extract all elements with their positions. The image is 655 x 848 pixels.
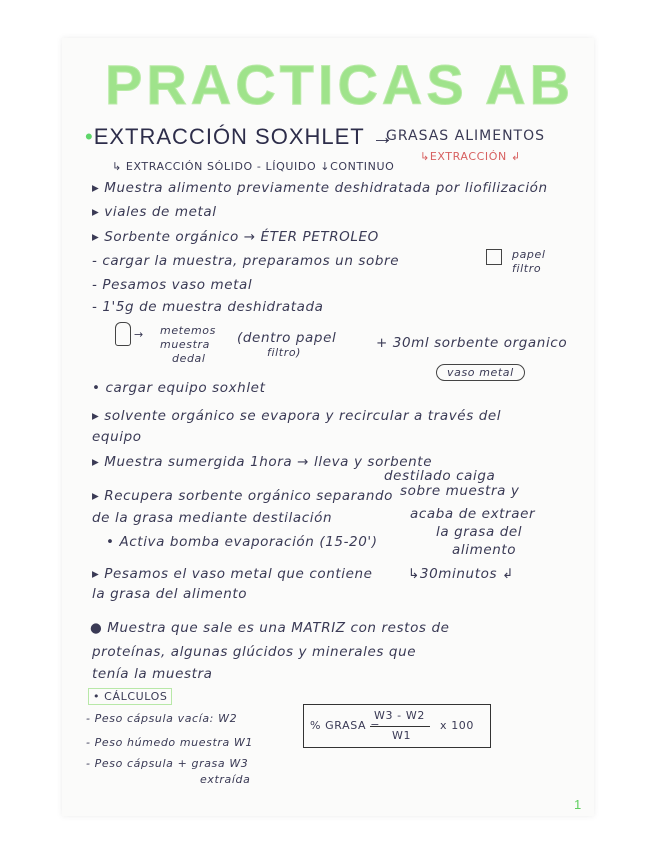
fraction-bar [370, 726, 430, 727]
metemos: metemos [160, 324, 216, 337]
cargar-equipo: • cargar equipo soxhlet [92, 380, 266, 396]
page-number: 1 [574, 797, 582, 812]
line-4-filtro: filtro [512, 262, 542, 275]
calculos: • CÁLCULOS [88, 688, 172, 705]
muestra: muestra [160, 338, 210, 351]
arrow-icon: → [134, 328, 144, 341]
vaso-metal-oval: vaso metal [436, 364, 525, 381]
acaba: acaba de extraer [410, 506, 536, 522]
arrow: → [371, 124, 395, 149]
muestra-sumergida: ▸ Muestra sumergida 1hora → lleva y sorbente [92, 454, 433, 470]
destilado: destilado caiga [384, 468, 496, 484]
solvente-1: ▸ solvente orgánico se evapora y recircular a través del [92, 408, 502, 424]
matriz-1: ● Muestra que sale es una MATRIZ con restos de [90, 620, 450, 636]
line-5: - Pesamos vaso metal [92, 277, 253, 293]
matriz-2: proteínas, algunas glúcidos y minerales que [92, 644, 417, 660]
formula-box [303, 704, 491, 748]
sobre-muestra: sobre muestra y [400, 483, 520, 499]
heading-right: GRASAS ALIMENTOS [386, 128, 546, 144]
formula-denominator: W1 [392, 729, 412, 742]
recupera-1: ▸ Recupera sorbente orgánico separando [92, 488, 394, 504]
solvente-2: equipo [92, 429, 142, 445]
recupera-2: de la grasa mediante destilación [92, 510, 333, 526]
line-4-papel: papel [512, 248, 546, 261]
page-title: PRACTICAS AB [105, 53, 575, 116]
dedal: dedal [172, 352, 206, 365]
plus-30ml: + 30ml sorbente organico [376, 335, 568, 351]
matriz-3: tenía la muestra [92, 666, 213, 682]
la-grasa: la grasa del [436, 524, 523, 540]
line-1: ▸ Muestra alimento previamente deshidratada por liofilización [92, 180, 548, 196]
thimble-icon [115, 322, 131, 346]
peso-2: - Peso húmedo muestra W1 [86, 736, 253, 749]
paper-envelope-icon [486, 249, 502, 265]
line-4: - cargar la muestra, preparamos un sobre [92, 253, 400, 269]
formula-lhs: % GRASA = [310, 719, 381, 732]
filtro: filtro) [267, 346, 302, 359]
heading-sub: ↳ EXTRACCIÓN SÓLIDO - LÍQUIDO ↓CONTINUO [112, 160, 395, 173]
formula-numerator: W3 - W2 [374, 709, 425, 722]
activa-bomba: • Activa bomba evaporación (15-20') [106, 534, 378, 550]
pesamos-1: ▸ Pesamos el vaso metal que contiene [92, 566, 373, 582]
section-heading [85, 124, 394, 150]
dentro-papel: (dentro papel [237, 330, 337, 346]
heading-main: EXTRACCIÓN SOXHLET [93, 124, 365, 149]
treinta-min: ↳30minutos ↲ [408, 566, 514, 582]
bullet: • [85, 124, 94, 149]
pesamos-2: la grasa del alimento [92, 586, 248, 602]
formula-factor: x 100 [440, 719, 475, 732]
line-6: - 1'5g de muestra deshidratada [92, 299, 324, 315]
line-3: ▸ Sorbente orgánico → ÉTER PETROLEO [92, 229, 379, 245]
alimento: alimento [452, 542, 517, 558]
line-2: ▸ viales de metal [92, 204, 217, 220]
peso-1: - Peso cápsula vacía: W2 [86, 712, 238, 725]
extraida: extraída [200, 773, 251, 786]
peso-3: - Peso cápsula + grasa W3 [86, 757, 249, 770]
heading-right-sub: ↳EXTRACCIÓN ↲ [420, 150, 521, 163]
